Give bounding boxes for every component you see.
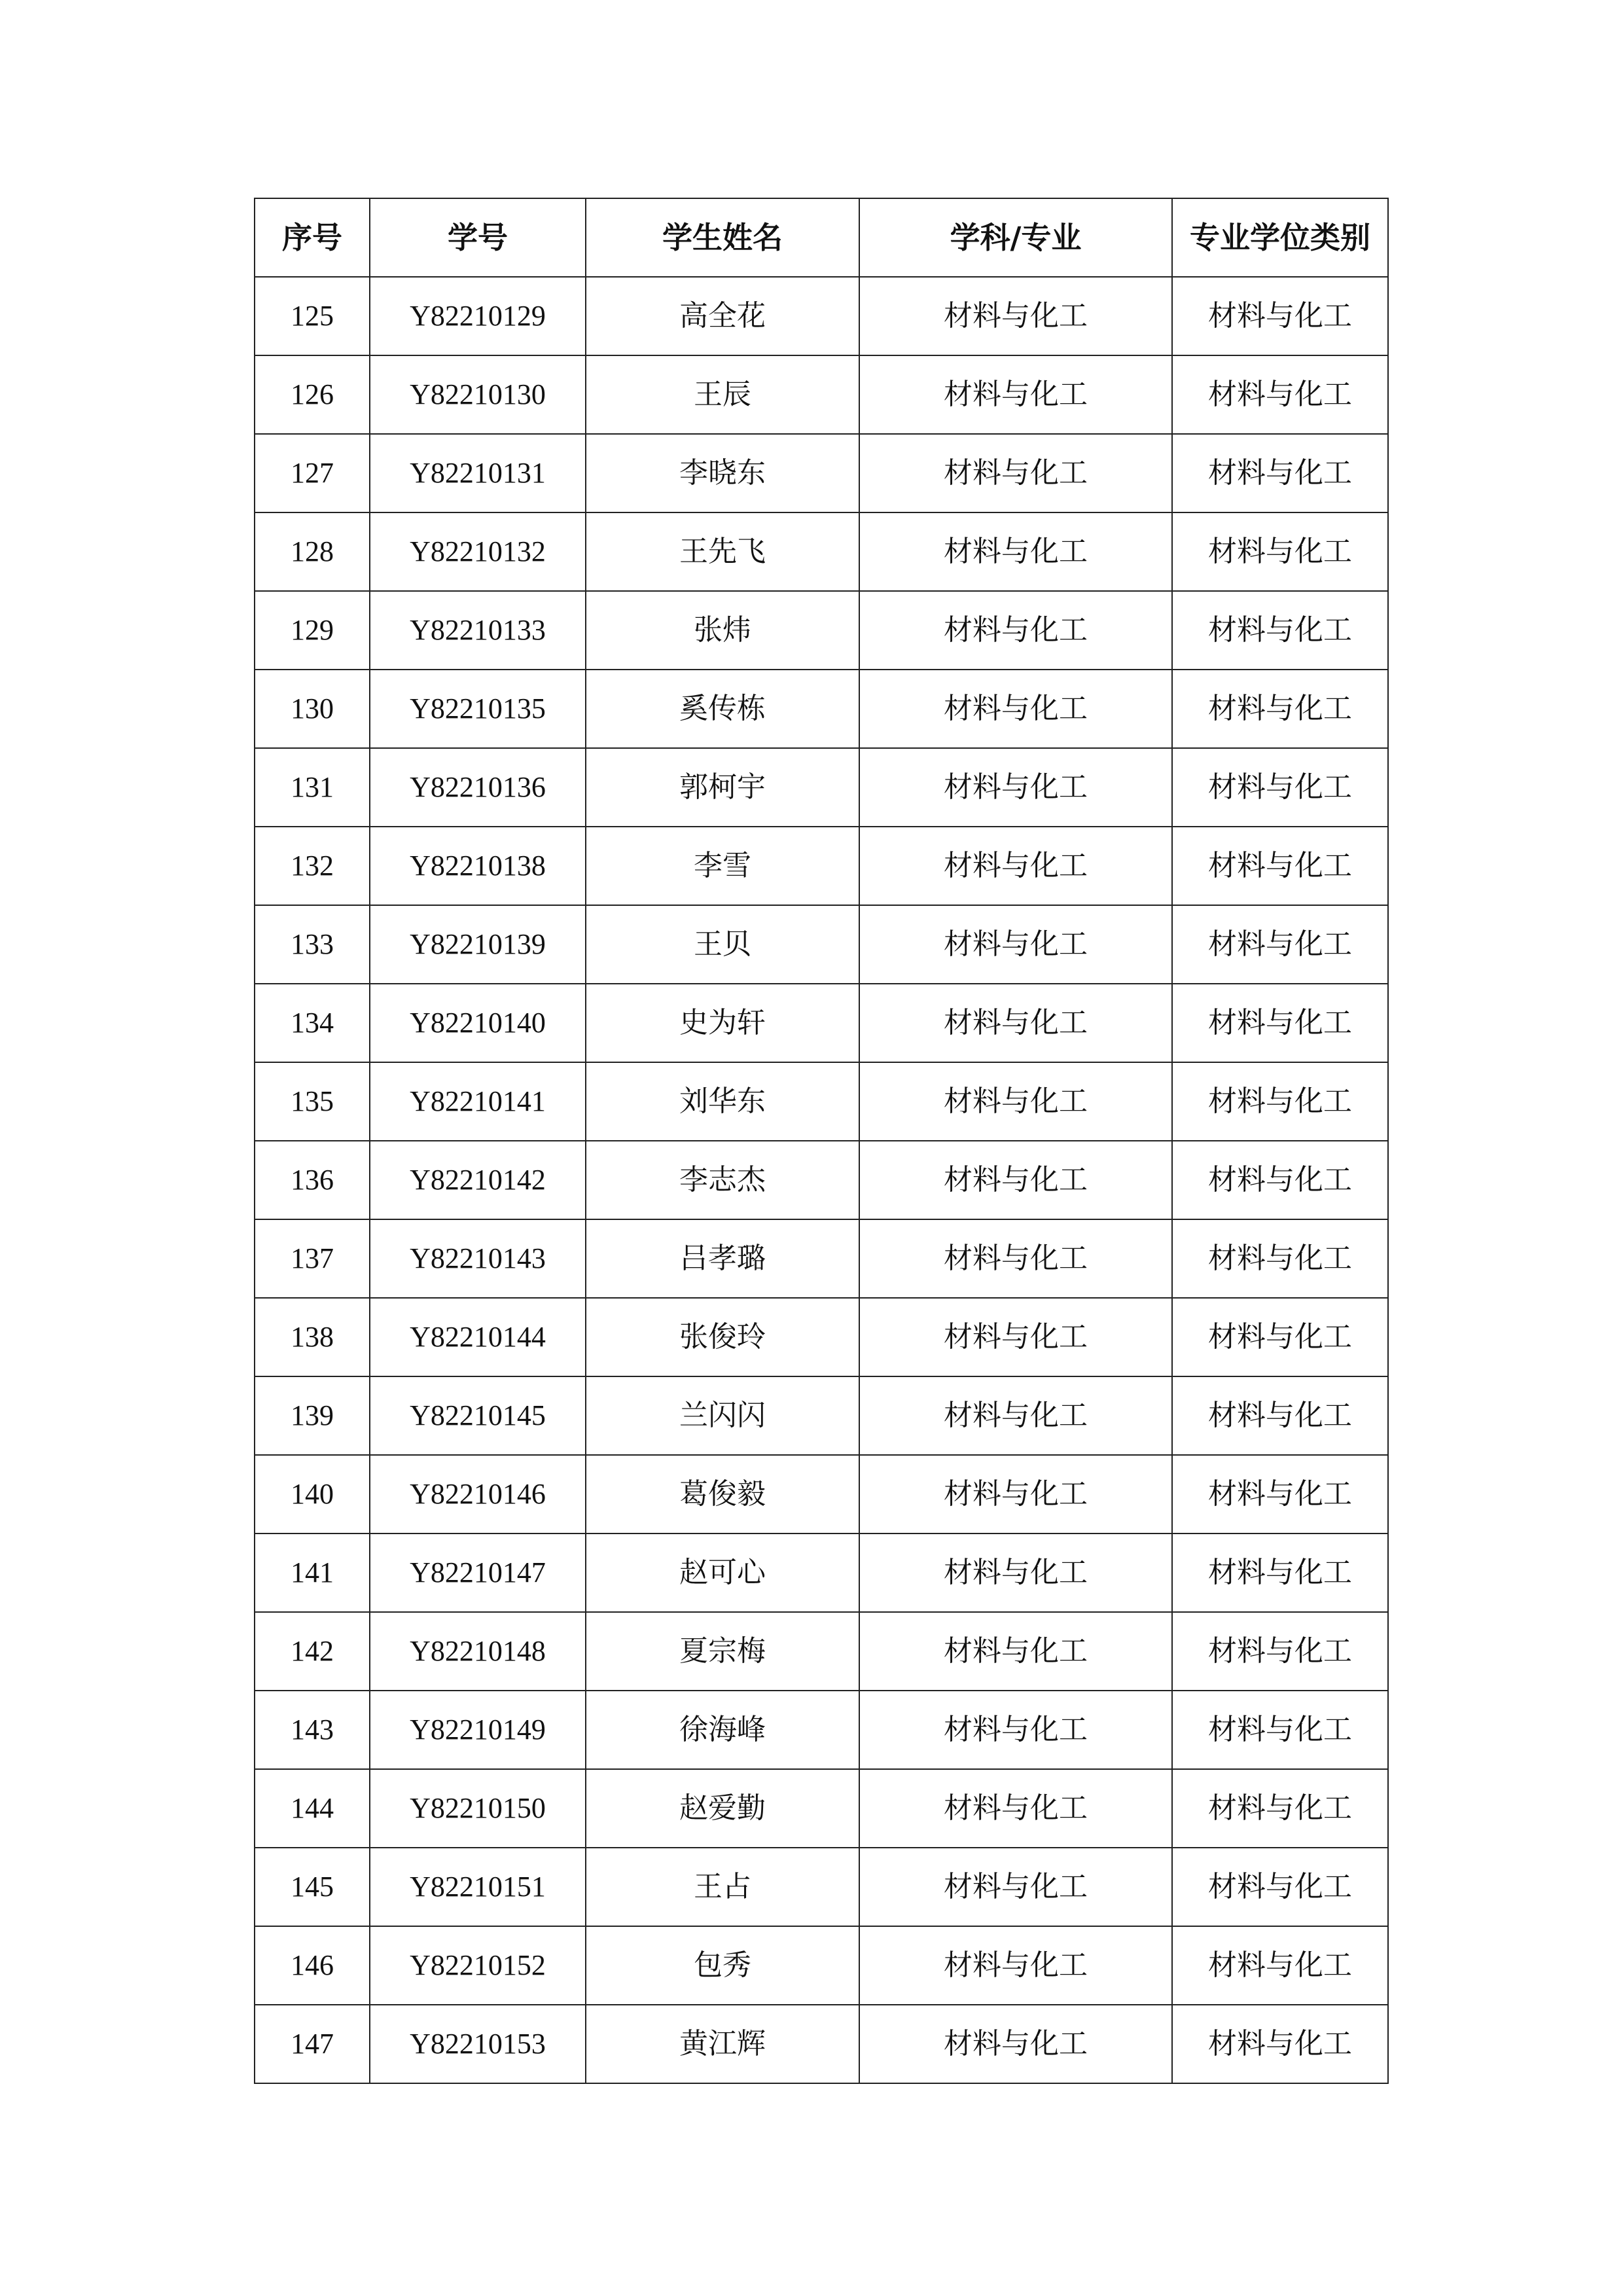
degree-category-cell: 材料与化工 [1172, 1141, 1388, 1219]
student-id-cell: Y82210141 [370, 1062, 586, 1141]
discipline-cell: 材料与化工 [859, 670, 1172, 748]
discipline-cell: 材料与化工 [859, 1376, 1172, 1455]
serial-number-cell: 141 [255, 1534, 370, 1612]
serial-number-cell: 133 [255, 905, 370, 984]
table-row [255, 1848, 1388, 1926]
student-name-cell: 李雪 [586, 827, 859, 905]
student-id-cell: Y82210149 [370, 1691, 586, 1769]
table-row [255, 1219, 1388, 1298]
student-name-cell: 郭柯宇 [586, 748, 859, 827]
discipline-cell: 材料与化工 [859, 905, 1172, 984]
table-row [255, 1926, 1388, 2005]
student-id-cell: Y82210138 [370, 827, 586, 905]
degree-category-cell: 材料与化工 [1172, 1455, 1388, 1534]
degree-category-cell: 材料与化工 [1172, 670, 1388, 748]
discipline-cell: 材料与化工 [859, 2005, 1172, 2083]
discipline-cell: 材料与化工 [859, 355, 1172, 434]
degree-category-cell: 材料与化工 [1172, 1848, 1388, 1926]
degree-category-cell: 材料与化工 [1172, 1926, 1388, 2005]
student-name-cell: 吕孝璐 [586, 1219, 859, 1298]
student-id-cell: Y82210151 [370, 1848, 586, 1926]
degree-category-cell: 材料与化工 [1172, 355, 1388, 434]
degree-category-cell: 材料与化工 [1172, 1769, 1388, 1848]
student-name-cell: 李晓东 [586, 434, 859, 512]
degree-category-cell: 材料与化工 [1172, 1691, 1388, 1769]
student-id-cell: Y82210152 [370, 1926, 586, 2005]
table-row [255, 1612, 1388, 1691]
degree-category-cell: 材料与化工 [1172, 748, 1388, 827]
serial-number-cell: 126 [255, 355, 370, 434]
discipline-cell: 材料与化工 [859, 1062, 1172, 1141]
discipline-cell: 材料与化工 [859, 1926, 1172, 2005]
table-row [255, 277, 1388, 355]
student-name-cell: 刘华东 [586, 1062, 859, 1141]
student-name-cell: 高全花 [586, 277, 859, 355]
serial-number-cell: 125 [255, 277, 370, 355]
student-name-cell: 兰闪闪 [586, 1376, 859, 1455]
student-id-cell: Y82210131 [370, 434, 586, 512]
discipline-cell: 材料与化工 [859, 512, 1172, 591]
degree-category-cell: 材料与化工 [1172, 1062, 1388, 1141]
serial-number-cell: 142 [255, 1612, 370, 1691]
student-id-cell: Y82210147 [370, 1534, 586, 1612]
table-row [255, 905, 1388, 984]
student-name-cell: 王先飞 [586, 512, 859, 591]
degree-category-cell: 材料与化工 [1172, 1534, 1388, 1612]
serial-number-cell: 134 [255, 984, 370, 1062]
student-name-cell: 葛俊毅 [586, 1455, 859, 1534]
serial-number-cell: 147 [255, 2005, 370, 2083]
serial-number-cell: 130 [255, 670, 370, 748]
student-id-cell: Y82210146 [370, 1455, 586, 1534]
serial-number-cell: 131 [255, 748, 370, 827]
header-discipline: 学科/专业 [859, 198, 1172, 277]
table-row [255, 1141, 1388, 1219]
student-name-cell: 包秀 [586, 1926, 859, 2005]
degree-category-cell: 材料与化工 [1172, 827, 1388, 905]
degree-category-cell: 材料与化工 [1172, 1612, 1388, 1691]
serial-number-cell: 129 [255, 591, 370, 670]
student-id-cell: Y82210145 [370, 1376, 586, 1455]
degree-category-cell: 材料与化工 [1172, 1219, 1388, 1298]
student-id-cell: Y82210139 [370, 905, 586, 984]
table-row [255, 355, 1388, 434]
table-row [255, 670, 1388, 748]
serial-number-cell: 146 [255, 1926, 370, 2005]
serial-number-cell: 145 [255, 1848, 370, 1926]
student-id-cell: Y82210153 [370, 2005, 586, 2083]
student-id-cell: Y82210132 [370, 512, 586, 591]
table-row [255, 2005, 1388, 2083]
discipline-cell: 材料与化工 [859, 1219, 1172, 1298]
discipline-cell: 材料与化工 [859, 434, 1172, 512]
table-row [255, 1691, 1388, 1769]
student-name-cell: 夏宗梅 [586, 1612, 859, 1691]
table-row [255, 1376, 1388, 1455]
degree-category-cell: 材料与化工 [1172, 591, 1388, 670]
degree-category-cell: 材料与化工 [1172, 1376, 1388, 1455]
header-serial-number: 序号 [255, 198, 370, 277]
table-row [255, 1534, 1388, 1612]
student-id-cell: Y82210144 [370, 1298, 586, 1376]
table-row [255, 591, 1388, 670]
serial-number-cell: 128 [255, 512, 370, 591]
degree-category-cell: 材料与化工 [1172, 905, 1388, 984]
degree-category-cell: 材料与化工 [1172, 277, 1388, 355]
student-name-cell: 王占 [586, 1848, 859, 1926]
student-name-cell: 史为轩 [586, 984, 859, 1062]
student-name-cell: 张俊玲 [586, 1298, 859, 1376]
serial-number-cell: 127 [255, 434, 370, 512]
table-row [255, 984, 1388, 1062]
discipline-cell: 材料与化工 [859, 984, 1172, 1062]
discipline-cell: 材料与化工 [859, 277, 1172, 355]
student-name-cell: 黄江辉 [586, 2005, 859, 2083]
serial-number-cell: 144 [255, 1769, 370, 1848]
discipline-cell: 材料与化工 [859, 1691, 1172, 1769]
header-student-name: 学生姓名 [586, 198, 859, 277]
header-student-id: 学号 [370, 198, 586, 277]
degree-category-cell: 材料与化工 [1172, 434, 1388, 512]
student-id-cell: Y82210150 [370, 1769, 586, 1848]
serial-number-cell: 137 [255, 1219, 370, 1298]
serial-number-cell: 140 [255, 1455, 370, 1534]
serial-number-cell: 143 [255, 1691, 370, 1769]
discipline-cell: 材料与化工 [859, 1612, 1172, 1691]
discipline-cell: 材料与化工 [859, 591, 1172, 670]
table-row [255, 512, 1388, 591]
student-roster-table [254, 198, 1389, 2084]
student-name-cell: 奚传栋 [586, 670, 859, 748]
student-name-cell: 张炜 [586, 591, 859, 670]
student-id-cell: Y82210130 [370, 355, 586, 434]
table-body [255, 277, 1388, 2083]
student-name-cell: 赵可心 [586, 1534, 859, 1612]
discipline-cell: 材料与化工 [859, 1298, 1172, 1376]
discipline-cell: 材料与化工 [859, 827, 1172, 905]
student-id-cell: Y82210143 [370, 1219, 586, 1298]
student-name-cell: 李志杰 [586, 1141, 859, 1219]
table-row [255, 827, 1388, 905]
discipline-cell: 材料与化工 [859, 1848, 1172, 1926]
student-id-cell: Y82210142 [370, 1141, 586, 1219]
discipline-cell: 材料与化工 [859, 1141, 1172, 1219]
table-row [255, 1455, 1388, 1534]
student-id-cell: Y82210136 [370, 748, 586, 827]
student-name-cell: 赵爱勤 [586, 1769, 859, 1848]
degree-category-cell: 材料与化工 [1172, 2005, 1388, 2083]
student-id-cell: Y82210129 [370, 277, 586, 355]
header-degree-category: 专业学位类别 [1172, 198, 1388, 277]
student-id-cell: Y82210148 [370, 1612, 586, 1691]
student-id-cell: Y82210135 [370, 670, 586, 748]
student-id-cell: Y82210133 [370, 591, 586, 670]
serial-number-cell: 136 [255, 1141, 370, 1219]
student-id-cell: Y82210140 [370, 984, 586, 1062]
degree-category-cell: 材料与化工 [1172, 512, 1388, 591]
degree-category-cell: 材料与化工 [1172, 1298, 1388, 1376]
discipline-cell: 材料与化工 [859, 748, 1172, 827]
discipline-cell: 材料与化工 [859, 1534, 1172, 1612]
serial-number-cell: 138 [255, 1298, 370, 1376]
student-name-cell: 王贝 [586, 905, 859, 984]
student-name-cell: 王辰 [586, 355, 859, 434]
table-row [255, 1769, 1388, 1848]
student-name-cell: 徐海峰 [586, 1691, 859, 1769]
serial-number-cell: 135 [255, 1062, 370, 1141]
degree-category-cell: 材料与化工 [1172, 984, 1388, 1062]
discipline-cell: 材料与化工 [859, 1455, 1172, 1534]
table-row [255, 434, 1388, 512]
serial-number-cell: 132 [255, 827, 370, 905]
table-header-row [255, 198, 1388, 277]
table-row [255, 1298, 1388, 1376]
serial-number-cell: 139 [255, 1376, 370, 1455]
table-row [255, 748, 1388, 827]
table-row [255, 1062, 1388, 1141]
discipline-cell: 材料与化工 [859, 1769, 1172, 1848]
